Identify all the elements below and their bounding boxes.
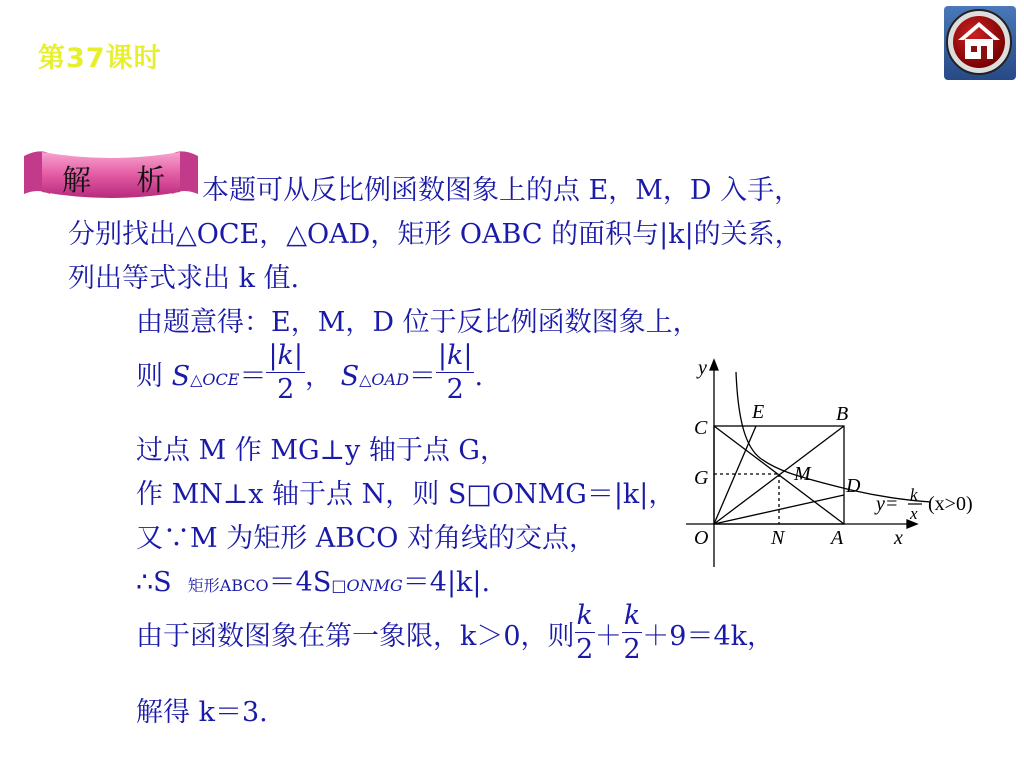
fraction-numerator: k: [576, 600, 593, 631]
area-subscript-oce: △OCE: [190, 370, 240, 389]
curve-equation-x: x: [910, 504, 918, 523]
step-line-2: [136, 340, 484, 411]
fraction-numerator: k: [623, 600, 641, 631]
label-m: M: [794, 463, 811, 485]
parallelogram-subscript: □ONMG: [331, 576, 403, 595]
curve-equation-y: y=: [876, 493, 899, 515]
step-line-6: [136, 560, 490, 599]
geometry-diagram: [676, 352, 996, 577]
step-line-1: 由题意得：E，M，D 位于反比例函数图象上，: [136, 307, 700, 338]
label-y: y: [698, 357, 707, 379]
label-x: x: [894, 527, 903, 549]
label-c: C: [694, 417, 708, 439]
rect-subscript: 矩形ABCO: [187, 576, 269, 595]
step-line-8: 解得 k＝3.: [136, 697, 268, 728]
fraction-denominator: 2: [576, 634, 594, 665]
equals-sign: ＝: [239, 361, 267, 392]
fraction-k-over-2: [622, 600, 642, 667]
intro-line-2: 分别找出△OCE，△OAD，矩形 OABC 的面积与|k|的关系，: [68, 219, 802, 250]
step-2-prefix: 则: [136, 361, 163, 392]
step-line-5: 又∵M 为矩形 ABCO 对角线的交点，: [136, 523, 597, 554]
label-n: N: [771, 527, 785, 549]
fraction-denominator: 2: [277, 374, 295, 405]
area-symbol: S: [171, 361, 191, 392]
step-line-4: 作 MN⊥x 轴于点 N，则 S□ONMG＝|k|，: [136, 479, 676, 510]
lesson-title: 第37课时: [38, 43, 162, 74]
label-b: B: [836, 403, 849, 425]
diagonal-oe: [714, 426, 756, 524]
equals-sign: ＝: [408, 361, 436, 392]
label-g: G: [694, 467, 709, 489]
intro-line-3: 列出等式求出 k 值.: [68, 263, 300, 294]
separator: ，: [305, 361, 332, 392]
label-a: A: [831, 527, 844, 549]
step-7-text: 由于函数图象在第一象限，k＞0，则: [136, 621, 575, 652]
fraction-numerator: |k|: [437, 340, 473, 371]
period: .: [474, 361, 484, 392]
fraction-denominator: 2: [623, 634, 641, 665]
area-symbol: S: [340, 361, 360, 392]
equation-part: ＝4S: [268, 567, 332, 598]
fraction-abs-k-over-2: [266, 340, 305, 407]
home-button[interactable]: [944, 6, 1016, 80]
plus-sign: ＋: [594, 621, 622, 652]
hyperbola-curve: [736, 372, 931, 502]
fraction-k-over-2: [575, 600, 595, 667]
intro-line-1: 本题可从反比例函数图象上的点 E，M，D 入手，: [202, 175, 802, 206]
step-line-7: [136, 600, 775, 671]
home-icon: [954, 18, 1004, 64]
step-7-equation: ＋9＝4k，: [642, 621, 775, 652]
therefore-area: ∴S: [136, 567, 172, 598]
label-o: O: [694, 527, 709, 549]
equation-result: ＝4|k|.: [402, 567, 491, 598]
fraction-numerator: |k|: [268, 340, 303, 371]
analysis-label: 解 析: [62, 163, 184, 197]
curve-equation-domain: (x>0): [928, 493, 973, 515]
fraction-abs-k-over-2: [436, 340, 475, 407]
label-e: E: [752, 401, 765, 423]
y-axis-arrow: [710, 360, 718, 370]
step-line-3: 过点 M 作 MG⊥y 轴于点 G，: [136, 435, 507, 466]
fraction-denominator: 2: [446, 374, 464, 405]
label-d: D: [846, 475, 861, 497]
area-subscript-oad: △OAD: [359, 370, 409, 389]
curve-equation-k: k: [910, 485, 918, 504]
